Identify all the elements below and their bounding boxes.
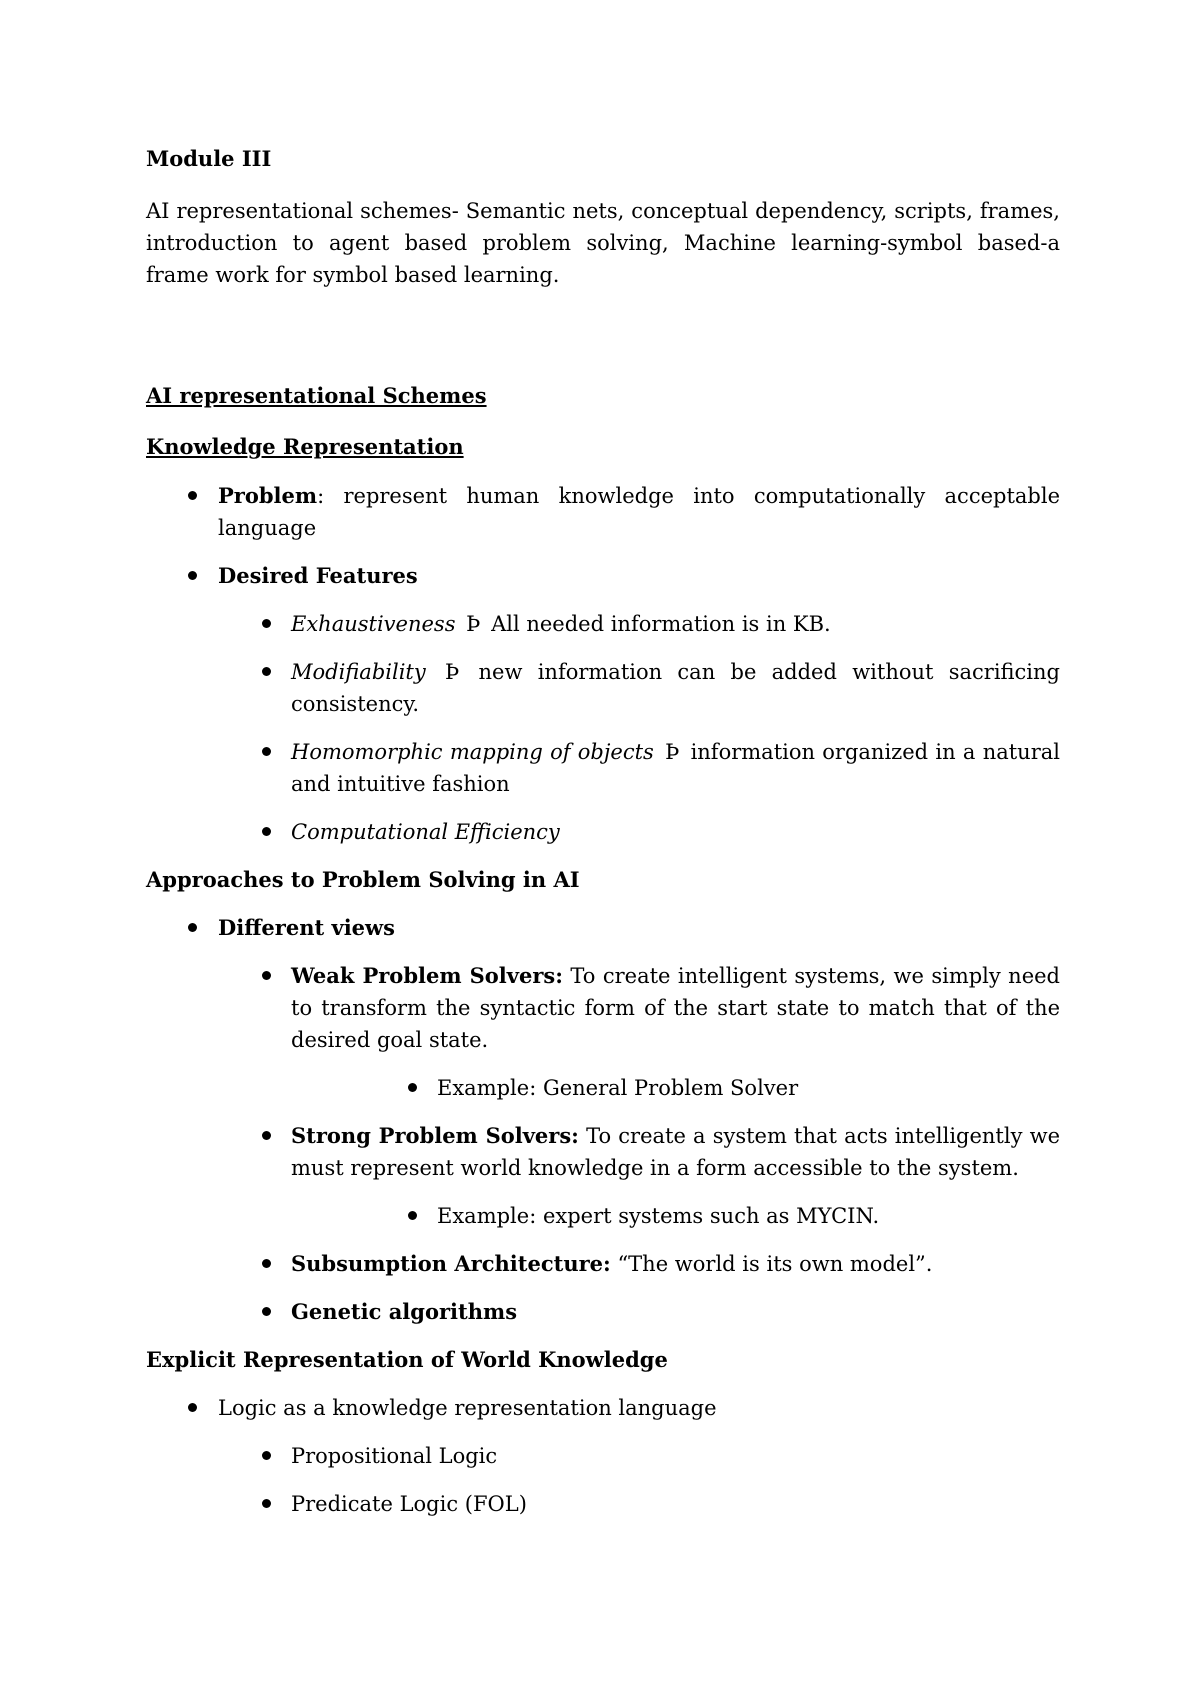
subsumption-label: Subsumption Architecture: <box>291 1251 611 1276</box>
list-item-logic: Logic as a knowledge representation language <box>146 1392 1060 1424</box>
list-item-subsumption <box>146 1248 1060 1280</box>
spacer <box>146 291 1060 380</box>
strong-example: Example: expert systems such as MYCIN. <box>146 1200 1060 1232</box>
approaches-list <box>146 912 1060 1328</box>
problem-label: Problem <box>218 483 318 508</box>
list-item-strong-solvers <box>146 1120 1060 1184</box>
list-item-weak-solvers <box>146 960 1060 1056</box>
feature-text: All needed information is in KB. <box>491 612 831 636</box>
strong-text: To create a system that acts intelligently we must represent world knowledge in a form accessible to the system. <box>291 1124 1061 1180</box>
feature-item <box>146 608 1060 640</box>
weak-example: Example: General Problem Solver <box>146 1072 1060 1104</box>
implies-symbol: Þ <box>445 660 460 684</box>
feature-item <box>146 816 1060 848</box>
knowledge-representation-list <box>146 480 1060 848</box>
feature-term: Exhaustiveness <box>291 612 456 636</box>
feature-item <box>146 736 1060 800</box>
explicit-representation-list <box>146 1392 1060 1520</box>
module-title: Module III <box>146 146 272 171</box>
feature-term: Homomorphic mapping of objects <box>291 740 654 764</box>
list-item-predicate-logic: Predicate Logic (FOL) <box>146 1488 1060 1520</box>
knowledge-representation-heading: Knowledge Representation <box>146 434 464 459</box>
feature-term: Modifiability <box>291 660 426 684</box>
feature-term: Computational Efficiency <box>291 820 560 844</box>
document-page <box>146 143 1060 1536</box>
subsumption-text: “The world is its own model”. <box>610 1252 933 1276</box>
explicit-representation-heading: Explicit Representation of World Knowledge <box>146 1347 668 1372</box>
list-item-problem <box>146 480 1060 544</box>
feature-text: new information can be added without sacrificing consistency. <box>291 660 1060 716</box>
list-item-propositional-logic: Propositional Logic <box>146 1440 1060 1472</box>
problem-text: : represent human knowledge into computationally acceptable language <box>218 484 1060 540</box>
implies-symbol: Þ <box>665 740 680 764</box>
list-item-genetic-algorithms: Genetic algorithms <box>146 1296 1060 1328</box>
section-title: AI representational Schemes <box>146 383 487 408</box>
syllabus-paragraph: AI representational schemes- Semantic nets, conceptual dependency, scripts, frames, introduction to agent based problem solving, Machine learning-symbol based-a frame work for symbol based learning. <box>146 199 1060 287</box>
strong-label: Strong Problem Solvers: <box>291 1123 579 1148</box>
implies-symbol: Þ <box>466 612 481 636</box>
approaches-heading: Approaches to Problem Solving in AI <box>146 867 580 892</box>
list-item-desired-features: Desired Features <box>146 560 1060 592</box>
feature-text: information organized in a natural and intuitive fashion <box>291 740 1060 796</box>
feature-item <box>146 656 1060 720</box>
weak-label: Weak Problem Solvers: <box>291 963 563 988</box>
weak-text: To create intelligent systems, we simply need to transform the syntactic form of the start state to match that of the desired goal state. <box>291 964 1061 1052</box>
list-item-different-views: Different views <box>146 912 1060 944</box>
